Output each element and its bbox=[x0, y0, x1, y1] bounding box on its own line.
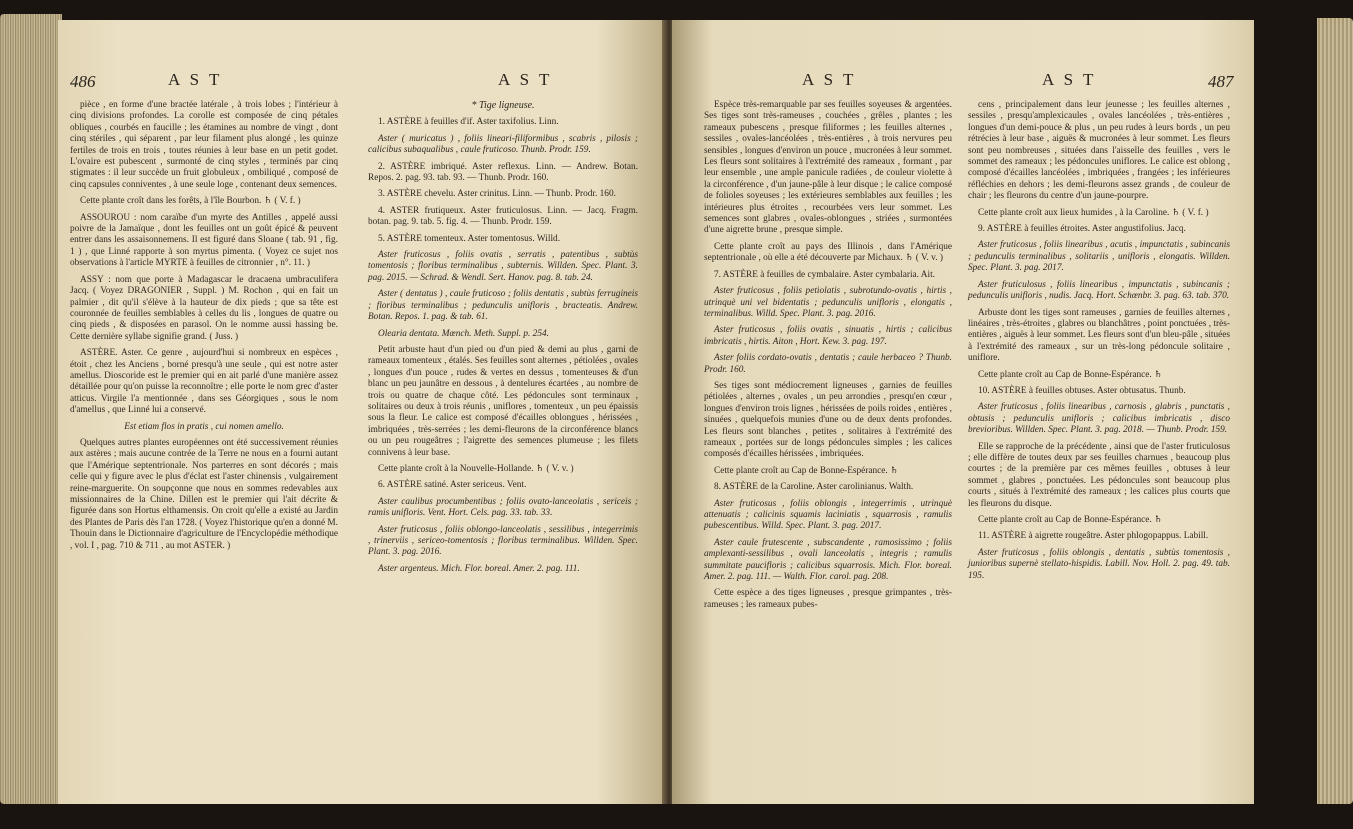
paragraph: Cette plante croît dans les forêts, à l'île Bourbon. ♄ ( V. f. ) bbox=[80, 196, 301, 207]
paragraph: Aster argenteus. Mich. Flor. boreal. Amer. 2. pag. 111. bbox=[378, 563, 580, 574]
paragraph: Aster ( dentatus ) , caule fruticoso ; foliis dentatis , subtùs ferrugineis ; floribus terminalibus ; pedunculis unifloris , bracteatis. Andrew. Botan. Repos. 1. pag. & tab. 61. bbox=[368, 289, 638, 323]
section-heading: * Tige ligneuse. bbox=[471, 100, 535, 111]
paragraph: Cette plante croît à la Nouvelle-Hollande. ♄ ( V. v. ) bbox=[378, 463, 574, 474]
paragraph: Aster ( muricatus ) , foliis lineari-filiformibus , scabris , pilosis ; calicibus subaqualibus , caule fruticoso. Thunb. Prodr. 159. bbox=[368, 133, 638, 156]
paragraph: Aster fruticosus , foliis linearibus , carnosis , glabris , punctatis , obtusis ; pedunculis unifloris ; calicibus imbricatis , disco brevioribus. Willden. Spec. Plant. 3. pag. 2018. — Thunb. Prodr. 159. bbox=[968, 402, 1230, 436]
paragraph: ASTÈRE. Aster. Ce genre , aujourd'hui si nombreux en espèces , étoit , chez les Anciens , borné presqu'à une seule , qui est notre aster amellus. Dioscoride est le premier qui en ait parlé d'une manière assez détaillée pour qu'on puisse la reconnoître ; elle porte le nom grec d'aster atticus. Virgile l'a mentionnée , dans ses Géorgiques , sous le nom d'amellus , que Linné lui a conservé. bbox=[70, 348, 338, 416]
paragraph: 4. ASTER frutiqueux. Aster fruticulosus. Linn. — Jacq. Fragm. botan. pag. 9. tab. 5. fig. 4. — Thunb. Prodr. 159. bbox=[368, 205, 638, 228]
book-edge-left bbox=[0, 14, 62, 804]
paragraph: Aster fruticosus , foliis oblongis , integerrimis , utrinquè attenuatis ; calicinis squamis laciniatis , squarrosis , ramulis pubescentibus. Willd. Spec. Plant. 3. pag. 2017. bbox=[704, 498, 952, 532]
paragraph: 7. ASTÈRE à feuilles de cymbalaire. Aster cymbalaria. Ait. bbox=[714, 269, 935, 280]
paragraph: 11. ASTÈRE à aigrette rougeâtre. Aster phlogopappus. Labill. bbox=[978, 531, 1209, 542]
paragraph: 5. ASTÈRE tomenteux. Aster tomentosus. Willd. bbox=[378, 233, 561, 244]
running-head-right-a: A S T bbox=[802, 70, 857, 89]
paragraph: 2. ASTÈRE imbriqué. Aster reflexus. Linn. — Andrew. Botan. Repos. 2. pag. 93. tab. 93. — Thunb. Prodr. 160. bbox=[368, 161, 638, 184]
paragraph: Cette plante croît au pays des Illinois , dans l'Amérique septentrionale , où elle a été découverte par Michaux. ♄ ( V. v. ) bbox=[704, 241, 952, 264]
left-column-1 bbox=[70, 100, 338, 557]
page-number-left: 486 bbox=[70, 72, 96, 91]
paragraph: 10. ASTÈRE à feuilles obtuses. Aster obtusatus. Thunb. bbox=[978, 385, 1186, 396]
paragraph: Cette plante croît au Cap de Bonne-Espérance. ♄ bbox=[978, 369, 1163, 380]
paragraph: 1. ASTÈRE à feuilles d'if. Aster taxifolius. Linn. bbox=[378, 117, 559, 128]
paragraph: Aster foliis cordato-ovatis , dentatis ; caule herbaceo ? Thunb. Prodr. 160. bbox=[704, 353, 952, 375]
paragraph: Est etiam flos in pratis , cui nomen amello. bbox=[124, 421, 284, 432]
paragraph: ASSY : nom que porte à Madagascar le dracaena umbraculifera Jacq. ( Voyez DRAGONIER , Suppl. ) M. Rochon , qui en fait un palmier , dit qu'il s'élève à la hauteur de dix pieds ; que sa tête est couronnée de feuilles semblables à celles du lis , longues de quatre ou cinq pieds , & disposées en parasol. On le nomme aussi hassing be. Cette dernière syllabe signifie grand. ( Juss. ) bbox=[70, 274, 338, 342]
left-column-2 bbox=[368, 100, 638, 580]
paragraph: Aster fruticosus , foliis oblongis , dentatis , subtùs tomentosis , junioribus supernè stellato-hispidis. Labill. Nov. Holl. 2. pag. 49. tab. 195. bbox=[968, 547, 1230, 581]
paragraph: Aster caule frutescente , subscandente , ramosissimo ; foliis amplexanti-sessilibus , ovali lanceolatis , integris ; ramulis summitate paucifloris ; calicibus squarrosis. Mich. Flor. boreal. Amer. 2. pag. 111. — Walth. Flor. carol. pag. 208. bbox=[704, 537, 952, 583]
paragraph: Cette espèce a des tiges ligneuses , presque grimpantes , très-rameuses ; les rameaux pubes- bbox=[704, 588, 952, 610]
paragraph: Aster fruticulosus , foliis linearibus , impunctatis , subincanis ; pedunculis unifloris , nudis. Jacq. Hort. Schœnbr. 3. pag. 63. tab. 370. bbox=[968, 279, 1230, 302]
running-head-left-a: A S T bbox=[168, 70, 223, 89]
paragraph: Elle se rapproche de la précédente , ainsi que de l'aster fruticulosus ; elle diffère de toutes deux par ses feuilles charnues , beaucoup plus courtes ; de la première par ces mêmes feuilles , obtuses à leur sommet , glabres , ponctuées. Les pédoncules sont beaucoup plus courts , situés à l'extrémité des rameaux ; les calices plus courts que les fleurons du disque. bbox=[968, 441, 1230, 509]
running-head-right-b: A S T bbox=[1042, 70, 1097, 89]
paragraph: pièce , en forme d'une bractée latérale , à trois lobes ; l'intérieur à cinq divisions profondes. La corolle est composée de cinq pétales obliques , courbés en faucille ; les étamines au nombre de vingt , dont cinq stériles , qui séparent , par leur filament plus alongé , les quinze fertiles de trois en trois , toutes réunies à leur base en un petit godet. L'ovaire est pubescent , surmonté de cinq styles , terminés par cinq stigmates : il leur succède un fruit globuleux , ombiliqué , composé de cinq capsules conniventes , à une seule loge , contenant deux semences. bbox=[70, 100, 338, 190]
paragraph: Espèce très-remarquable par ses feuilles soyeuses & argentées. Ses tiges sont très-rameuses , couchées , grêles , plantes ; les rameaux pubescens , presque filiformes ; les feuilles alternes , sessiles , ovales-lancéolées , très-entières , à trois nervures peu sensibles , longues d'environ un pouce , mucronées à leur sommet. Les fleurs sont solitaires à l'extrémité des rameaux , formant , par leur ensemble , une ample panicule radiées , de couleur violette à la circonférence , d'un jaune-pâle à leur disque ; le calice composé de folioles soyeuses ; les extérieures semblables aux feuilles ; les intérieures plus étroites , recourbées vers leur sommet. Les semences sont glabres , ovales-oblongues , striées , surmontées d'une aigrette brune , presque simple. bbox=[704, 100, 952, 236]
right-column-1 bbox=[704, 100, 952, 616]
right-page bbox=[672, 20, 1254, 804]
paragraph: Olearia dentata. Mœnch. Meth. Suppl. p. 254. bbox=[378, 328, 549, 339]
paragraph: Aster fruticosus , foliis ovatis , sinuatis , hirtis ; calicibus imbricatis , hirtis. Aiton , Hort. Kew. 3. pag. 197. bbox=[704, 325, 952, 347]
right-column-2 bbox=[968, 100, 1230, 587]
running-head-left-b: A S T bbox=[498, 70, 553, 89]
page-number-right: 487 bbox=[1208, 72, 1234, 91]
paragraph: Cette plante croît au Cap de Bonne-Espérance. ♄ bbox=[978, 515, 1163, 525]
paragraph: Aster fruticosus , foliis oblongo-lanceolatis , sessilibus , integerrimis , trinerviis , sericeo-tomentosis ; floribus terminalibus. Willden. Spec. Plant. 3. pag. 2016. bbox=[368, 524, 638, 558]
paragraph: Petit arbuste haut d'un pied ou d'un pied & demi au plus , garni de rameaux tomenteux , étalés. Ses feuilles sont alternes , pétiolées , ovales , longues d'un pouce , rudes & vertes en dessus , tomenteuses & d'un blanc un peu jaunâtre en dessous , à dentelures écartées , au nombre de trois ou quatre de chaque côté. Les pédoncules sont terminaux , solitaires ou deux à trois réunis , uniflores , tomenteux , un peu épaissis sous la fleur. Le calice est composé d'écailles oblongues , hérissées , imbriquées , très-serrées ; les demi-fleurons de la circonférence blancs ou un peu rougeâtres ; l'aigrette des semences plumeuse ; les filets connivens à leur base. bbox=[368, 344, 638, 458]
paragraph: Arbuste dont les tiges sont rameuses , garnies de feuilles alternes , linéaires , très-étroites , glabres ou blanchâtres , point ponctuées , très-entières , aiguës à leur sommet. Les fleurs sont d'un bleu-pâle , situées à l'extrémité des rameaux , sur un très-long pédoncule solitaire , uniflore. bbox=[968, 307, 1230, 364]
paragraph: 8. ASTÈRE de la Caroline. Aster carolinianus. Walth. bbox=[714, 482, 914, 493]
paragraph: Ses tiges sont médiocrement ligneuses , garnies de feuilles pétiolées , alternes , ovales , un peu arrondies , presqu'en cœur , longues d'environ trois lignes , hérissées de poils roides , entières , sinuées , quelquefois munies d'une ou de deux dents profondes. Les fleurs sont blanches , petites , solitaires à l'extrémité des rameaux , portées sur de longs pédoncules simples ; les calices composés d'écailles hérissées , imbriquées. bbox=[704, 380, 952, 460]
paragraph: Cette plante croît au Cap de Bonne-Espérance. ♄ bbox=[714, 465, 899, 476]
paragraph: Aster caulibus procumbentibus ; foliis ovato-lanceolatis , sericeis ; ramis unifloris. Vent. Hort. Cels. pag. 33. tab. 33. bbox=[368, 496, 638, 519]
paragraph: 6. ASTÈRE satiné. Aster sericeus. Vent. bbox=[378, 480, 527, 491]
paragraph: Aster fruticosus , foliis petiolatis , subrotundo-ovatis , hirtis , utrinquè uni vel bidentatis ; pedunculis unifloris , elongatis , terminalibus. Willd. Spec. Plant. 3. pag. 2016. bbox=[704, 286, 952, 319]
paragraph: Aster fruticosus , foliis ovatis , serratis , patentibus , subtùs tomentosis ; floribus terminalibus , subternis. Willden. Spec. Plant. 3. pag. 2015. — Schrad. & Wendl. Sert. Hanov. pag. 8. tab. 24. bbox=[368, 250, 638, 283]
paragraph: Quelques autres plantes européennes ont été successivement réunies aux astères ; mais aucune contrée de la Terre ne nous en a fourni autant que l'Amérique septentrionale. Nos parterres en sont décorés ; mais celle qui y figure avec le plus d'éclat est l'aster chinensis , vulgairement reine-marguerite. On soupçonne que nous en sommes redevables aux missionnaires de la Chine. Dillen est le premier qui l'ait décrite & figurée dans son Hortus elthamensis. On croit qu'elle a existé au Jardin des Plantes de Paris dès l'an 1728. ( Voyez l'historique qu'en a donné M. Thouin dans le Dictionnaire d'agriculture de l'Encyclopédie méthodique , vol. I , pag. 710 & 711 , au mot ASTER. ) bbox=[70, 437, 338, 551]
paragraph: Cette plante croît aux lieux humides , à la Caroline. ♄ ( V. f. ) bbox=[978, 207, 1209, 218]
left-page bbox=[58, 20, 670, 804]
paragraph: cens , principalement dans leur jeunesse ; les feuilles alternes , sessiles , presqu'amplexicaules , ovales lancéolées , très-entières , longues d'un demi-pouce & plus , un peu rudes à leurs bords , un peu rétrécies à leur base , aiguës & mucronées à leur sommet. Les fleurs sont peu nombreuses , situées dans l'aisselle des feuilles , vers le sommet des rameaux ; les pédoncules uniflores. Le calice est oblong , composé d'écailles lancéolées , imbriquées , frangées ; les inférieures réfléchies en dehors ; les demi-fleurons assez grands , de couleur de chair ; les fleurons du centre d'un jaune-pourpre. bbox=[968, 100, 1230, 202]
paragraph: 3. ASTÈRE chevelu. Aster crinitus. Linn. — Thunb. Prodr. 160. bbox=[378, 189, 616, 200]
book-edge-right bbox=[1317, 18, 1353, 804]
paragraph: Aster fruticosus , foliis linearibus , acutis , impunctatis , subincanis ; pedunculis terminalibus , solitariis , unifloris , elongatis. Willden. Spec. Plant. 3. pag. 2017. bbox=[968, 240, 1230, 274]
paragraph: ASSOUROU : nom caraïbe d'un myrte des Antilles , appelé aussi poivre de la Jamaïque , dont les feuilles ont un goût épicé & peuvent entrer dans les assaisonnemens. Il est figuré dans Sloane ( tab. 91 , fig. 1 ) , que Linné rapporte à son myrtus pimenta. ( Voyez ce sujet nos observations à l'article MYRTE à feuilles de citronnier , n°. 11. ) bbox=[70, 212, 338, 269]
paragraph: 9. ASTÈRE à feuilles étroites. Aster angustifolius. Jacq. bbox=[978, 224, 1186, 235]
